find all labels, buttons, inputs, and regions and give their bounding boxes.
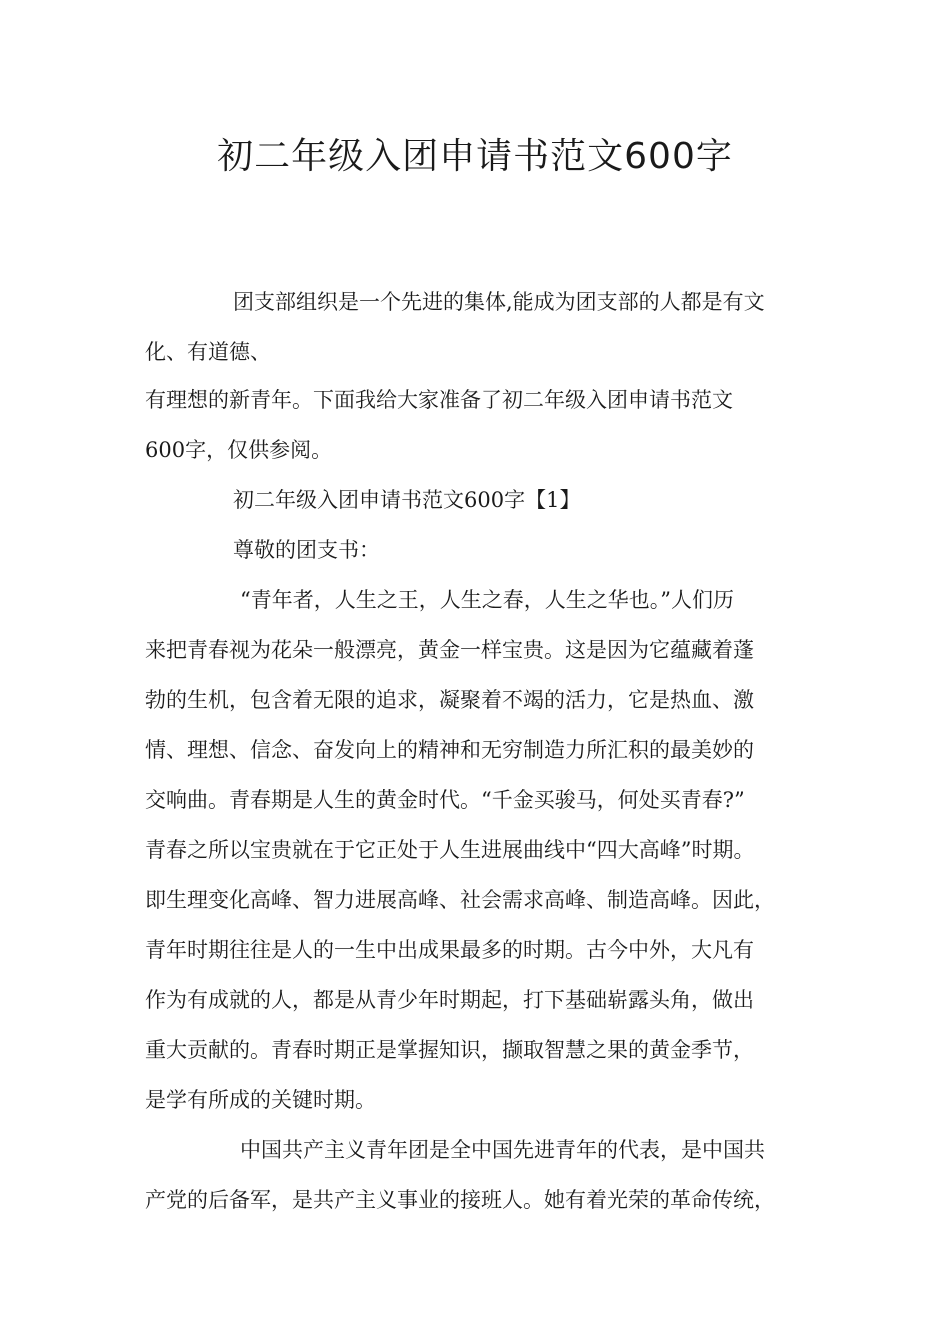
section-heading: 初二年级入团申请书范文600字【1】 [233, 488, 581, 512]
paragraph-line: 勃的生机，包含着无限的追求，凝聚着不竭的活力，它是热血、激 [145, 688, 754, 712]
paragraph-line: 情、理想、信念、奋发向上的精神和无穷制造力所汇积的最美妙的 [145, 738, 754, 762]
document-title: 初二年级入团申请书范文600字 [217, 136, 733, 177]
paragraph-line: 中国共产主义青年团是全中国先进青年的代表，是中国共 [240, 1138, 765, 1162]
salutation: 尊敬的团支书： [233, 538, 380, 562]
paragraph-line: 即生理变化高峰、智力进展高峰、社会需求高峰、制造高峰。因此， [145, 888, 775, 912]
paragraph-line: 重大贡献的。青春时期正是掌握知识，撷取智慧之果的黄金季节， [145, 1038, 754, 1062]
paragraph-line: 产党的后备军，是共产主义事业的接班人。她有着光荣的革命传统， [145, 1188, 775, 1212]
paragraph-line: 有理想的新青年。下面我给大家准备了初二年级入团申请书范文 [145, 388, 733, 412]
paragraph-line: 青春之所以宝贵就在于它正处于人生进展曲线中“四大高峰”时期。 [145, 838, 755, 862]
paragraph-line: 化、有道德、 [145, 340, 271, 364]
paragraph-line: 交响曲。青春期是人生的黄金时代。“千金买骏马，何处买青春?” [145, 788, 745, 812]
paragraph-line: 团支部组织是一个先进的集体,能成为团支部的人都是有文 [233, 290, 765, 314]
paragraph-line: 600字，仅供参阅。 [145, 438, 333, 462]
paragraph-line: “青年者，人生之王，人生之春，人生之华也。”人们历 [240, 588, 734, 612]
paragraph-line: 青年时期往往是人的一生中出成果最多的时期。古今中外，大凡有 [145, 938, 754, 962]
paragraph-line: 是学有所成的关键时期。 [145, 1088, 376, 1112]
paragraph-line: 作为有成就的人，都是从青少年时期起，打下基础崭露头角，做出 [145, 988, 754, 1012]
paragraph-line: 来把青春视为花朵一般漂亮，黄金一样宝贵。这是因为它蕴藏着蓬 [145, 638, 754, 662]
